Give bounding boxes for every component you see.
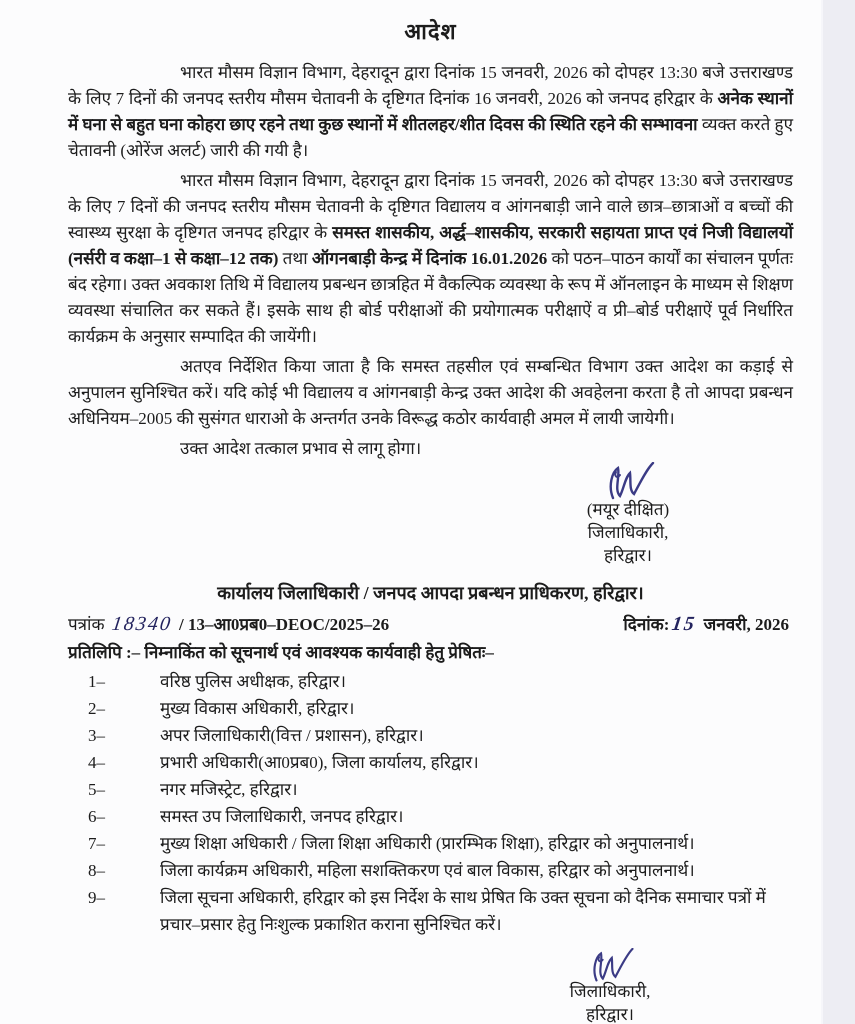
signatory-name: (मयूर दीक्षित) [586, 500, 670, 519]
recipient-text: मुख्य विकास अधिकारी, हरिद्वार। [160, 699, 355, 718]
copy-to-line: प्रतिलिपि :– निम्नाकिंत को सूचनार्थ एवं आवश्यक कार्यवाही हेतु प्रेषितः– [68, 643, 494, 662]
paragraph-immediate-effect: उक्त आदेश तत्काल प्रभाव से लागू होगा। [180, 439, 422, 458]
recipient-row [88, 857, 793, 884]
signature-block-2 [515, 948, 705, 1024]
recipient-text: जिला कार्यक्रम अधिकारी, महिला सशक्तिकरण एवं बाल विकास, हरिद्वार को अनुपालनार्थ। [160, 861, 695, 880]
date-day-handwritten: 15 [670, 613, 698, 635]
recipient-text: मुख्य शिक्षा अधिकारी / जिला शिक्षा अधिकारी (प्रारम्भिक शिक्षा), हरिद्वार को अनुपालनार्थ। [160, 834, 695, 853]
signature-block-1 [533, 462, 723, 567]
para2-bold-anganwadi-date: ऑगनबाड़ी केन्द्र में दिनांक 16.01.2026 [311, 249, 548, 268]
recipient-number: 7– [88, 834, 105, 853]
signature-squiggle-icon [582, 948, 638, 984]
letter-number-handwritten: 18340 [110, 613, 174, 635]
signatory-place: हरिद्वार। [586, 1005, 634, 1024]
date-rest: जनवरी, 2026 [703, 615, 789, 634]
recipient-number: 5– [88, 780, 105, 799]
recipient-row [88, 695, 793, 722]
letter-number [68, 611, 389, 638]
recipient-number: 2– [88, 699, 105, 718]
recipients-list [68, 668, 793, 938]
recipient-row [88, 749, 793, 776]
signatory-designation: जिलाधिकारी, [587, 523, 669, 542]
paragraph-weather-warning [68, 60, 793, 164]
signature-squiggle-icon [597, 462, 659, 502]
para1-bold-fog-warning: अनेक स्थानों में घना से बहुत घना कोहरा छाए रहने तथा कुछ स्थानों में शीतलहर/शीत दिवस की स्थिति रहने की सम्भावना [68, 89, 794, 134]
recipient-number: 8– [88, 861, 105, 880]
document-title: आदेश [404, 19, 457, 44]
office-heading: कार्यालय जिलाधिकारी / जनपद आपदा प्रबन्धन प्राधिकरण, हरिद्वार। [217, 583, 644, 603]
recipient-number: 6– [88, 807, 105, 826]
para2-bold-schools: समस्त शासकीय, अर्द्ध–शासकीय, सरकारी सहायता प्राप्त एवं निजी विद्यालयों (नर्सरी व कक्षा–1 से कक्षा–12 तक) [68, 223, 793, 268]
para1-text-end: व्यक्त करते हुए चेतावनी (ओरेंज अलर्ट) जारी की गयी है। [68, 115, 793, 160]
signatory-place: हरिद्वार। [604, 546, 652, 565]
para2-text: भारत मौसम विज्ञान विभाग, देहरादून द्वारा दिनांक 15 जनवरी, 2026 को दोपहर 13:30 बजे उत्तराखण्ड के लिए 7 दिनों की जनपद स्तरीय मौसम चेतावनी के दृष्टिगत विद्यालय व आंगनबाड़ी जाने वाले छात्र–छात्राओं व बच्चों की स्वास्थ्य सुरक्षा के दृष्टिगत जनपद हरिद्वार के [68, 171, 793, 242]
recipient-number: 9– [88, 888, 105, 907]
paragraph-school-closure [68, 168, 793, 350]
recipient-number: 1– [88, 672, 105, 691]
letter-number-rest: / 13–आ0प्रब0–DEOC/2025–26 [179, 615, 390, 634]
letter-date [623, 611, 789, 638]
recipient-text: अपर जिलाधिकारी(वित्त / प्रशासन), हरिद्वार। [160, 726, 424, 745]
recipient-text: वरिष्ठ पुलिस अधीक्षक, हरिद्वार। [160, 672, 346, 691]
recipient-row [88, 830, 793, 857]
recipient-number: 4– [88, 753, 105, 772]
recipient-row [88, 722, 793, 749]
recipient-row [88, 803, 793, 830]
para2-text-end: को पठन–पाठन कार्यों का संचालन पूर्णतः बंद रहेगा। उक्त अवकाश तिथि में विद्यालय प्रबन्धन छात्रहित में वैकल्पिक व्यवस्था के रूप में ऑनलाइन के माध्यम से शिक्षण व्यवस्था संचालित कर सकते हैं। इसके साथ ही बोर्ड परीक्षाओं की प्रयोगात्मक परीक्षाऐं व प्री–बोर्ड परीक्षाऐं पूर्व निर्धारित कार्यक्रम के अनुसार सम्पादित की जायेंगी। [68, 249, 794, 346]
paragraph-compliance: अतएव निर्देशित किया जाता है कि समस्त तहसील एवं सम्बन्धित विभाग उक्त आदेश का कड़ाई से अनुपालन सुनिश्चित करें। यदि कोई भी विद्यालय व आंगनबाड़ी केन्द्र उक्त आदेश की अवहेलना करता है तो आपदा प्रबन्धन अधिनियम–2005 की सुसंगत धाराओ के अन्तर्गत उनके विरूद्ध कठोर कार्यवाही अमल में लायी जायेगी। [68, 357, 793, 428]
recipient-text: नगर मजिस्ट्रेट, हरिद्वार। [160, 780, 298, 799]
reference-row [68, 611, 793, 638]
para1-text: भारत मौसम विज्ञान विभाग, देहरादून द्वारा दिनांक 15 जनवरी, 2026 को दोपहर 13:30 बजे उत्तराखण्ड के लिए 7 दिनों की जनपद स्तरीय मौसम चेतावनी के दृष्टिगत दिनांक 16 जनवरी, 2026 को जनपद हरिद्वार के [68, 63, 793, 108]
recipient-text: प्रभारी अधिकारी(आ0प्रब0), जिला कार्यालय, हरिद्वार। [160, 753, 479, 772]
recipient-number: 3– [88, 726, 105, 745]
recipient-text: जिला सूचना अधिकारी, हरिद्वार को इस निर्देश के साथ प्रेषित कि उक्त सूचना को दैनिक समाचार पत्रों में प्रचार–प्रसार हेतु निःशुल्क प्रकाशित कराना सुनिश्चित करें। [160, 888, 766, 934]
recipient-row [88, 884, 793, 938]
recipient-text: समस्त उप जिलाधिकारी, जनपद हरिद्वार। [160, 807, 404, 826]
signatory-designation: जिलाधिकारी, [569, 982, 651, 1001]
date-label: दिनांक: [623, 615, 670, 634]
recipient-row [88, 776, 793, 803]
letter-number-label: पत्रांक [68, 615, 105, 634]
para2-text-mid: तथा [278, 249, 312, 268]
recipient-row [88, 668, 793, 695]
